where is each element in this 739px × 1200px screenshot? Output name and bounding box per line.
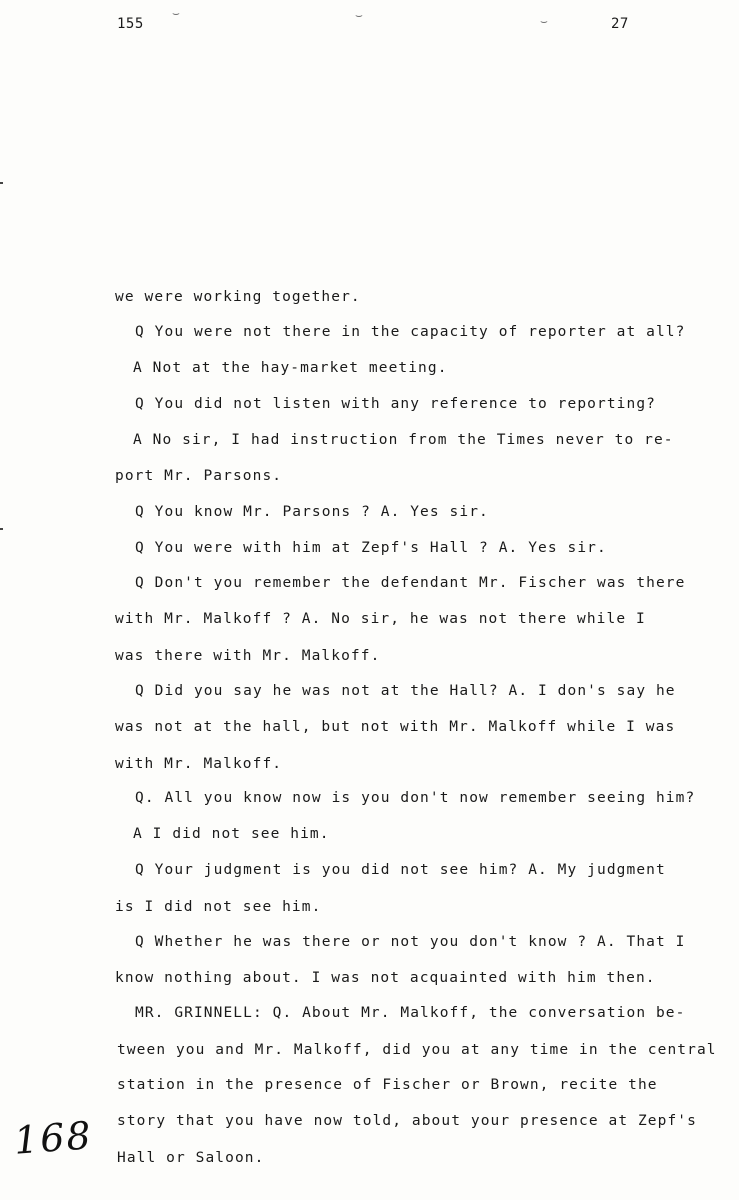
transcript-line: MR. GRINNELL: Q. About Mr. Malkoff, the conversation be- bbox=[135, 1005, 686, 1021]
punch-hole-mark: ⌣ bbox=[172, 6, 180, 20]
transcript-line: story that you have now told, about your presence at Zepf's bbox=[117, 1113, 697, 1129]
transcript-line: we were working together. bbox=[115, 289, 361, 305]
edge-mark bbox=[0, 528, 3, 530]
transcript-line: A No sir, I had instruction from the Times never to re- bbox=[133, 432, 674, 448]
handwritten-margin-note: 168 bbox=[12, 1113, 94, 1163]
transcript-line: Q Did you say he was not at the Hall? A. I don's say he bbox=[135, 683, 676, 699]
edge-mark bbox=[0, 182, 3, 184]
punch-hole-mark: ⌣ bbox=[540, 14, 548, 28]
transcript-line: Q You did not listen with any reference to reporting? bbox=[135, 396, 656, 412]
transcript-line: tween you and Mr. Malkoff, did you at any time in the central bbox=[117, 1042, 717, 1058]
transcript-line: Q You know Mr. Parsons ? A. Yes sir. bbox=[135, 504, 489, 520]
transcript-line: Q Your judgment is you did not see him? A. My judgment bbox=[135, 862, 666, 878]
transcript-line: was not at the hall, but not with Mr. Malkoff while I was bbox=[115, 719, 676, 735]
transcript-line: A I did not see him. bbox=[133, 826, 330, 842]
transcript-line: Q Whether he was there or not you don't know ? A. That I bbox=[135, 934, 686, 950]
transcript-line: know nothing about. I was not acquainted with him then. bbox=[115, 970, 656, 986]
transcript-line: Q You were with him at Zepf's Hall ? A. Yes sir. bbox=[135, 540, 607, 556]
punch-hole-mark: ⌣ bbox=[355, 8, 363, 22]
page-number-right: 27 bbox=[611, 16, 629, 32]
transcript-line: Hall or Saloon. bbox=[117, 1150, 265, 1166]
transcript-line: Q Don't you remember the defendant Mr. Fischer was there bbox=[135, 575, 686, 591]
transcript-line: port Mr. Parsons. bbox=[115, 468, 283, 484]
transcript-line: was there with Mr. Malkoff. bbox=[115, 648, 381, 664]
transcript-line: is I did not see him. bbox=[115, 899, 322, 915]
transcript-line: station in the presence of Fischer or Brown, recite the bbox=[117, 1077, 658, 1093]
transcript-line: with Mr. Malkoff ? A. No sir, he was not there while I bbox=[115, 611, 646, 627]
transcript-line: Q You were not there in the capacity of reporter at all? bbox=[135, 324, 686, 340]
page-number-left: 155 bbox=[117, 16, 144, 32]
transcript-line: A Not at the hay-market meeting. bbox=[133, 360, 448, 376]
transcript-line: Q. All you know now is you don't now remember seeing him? bbox=[135, 790, 696, 806]
transcript-line: with Mr. Malkoff. bbox=[115, 756, 283, 772]
